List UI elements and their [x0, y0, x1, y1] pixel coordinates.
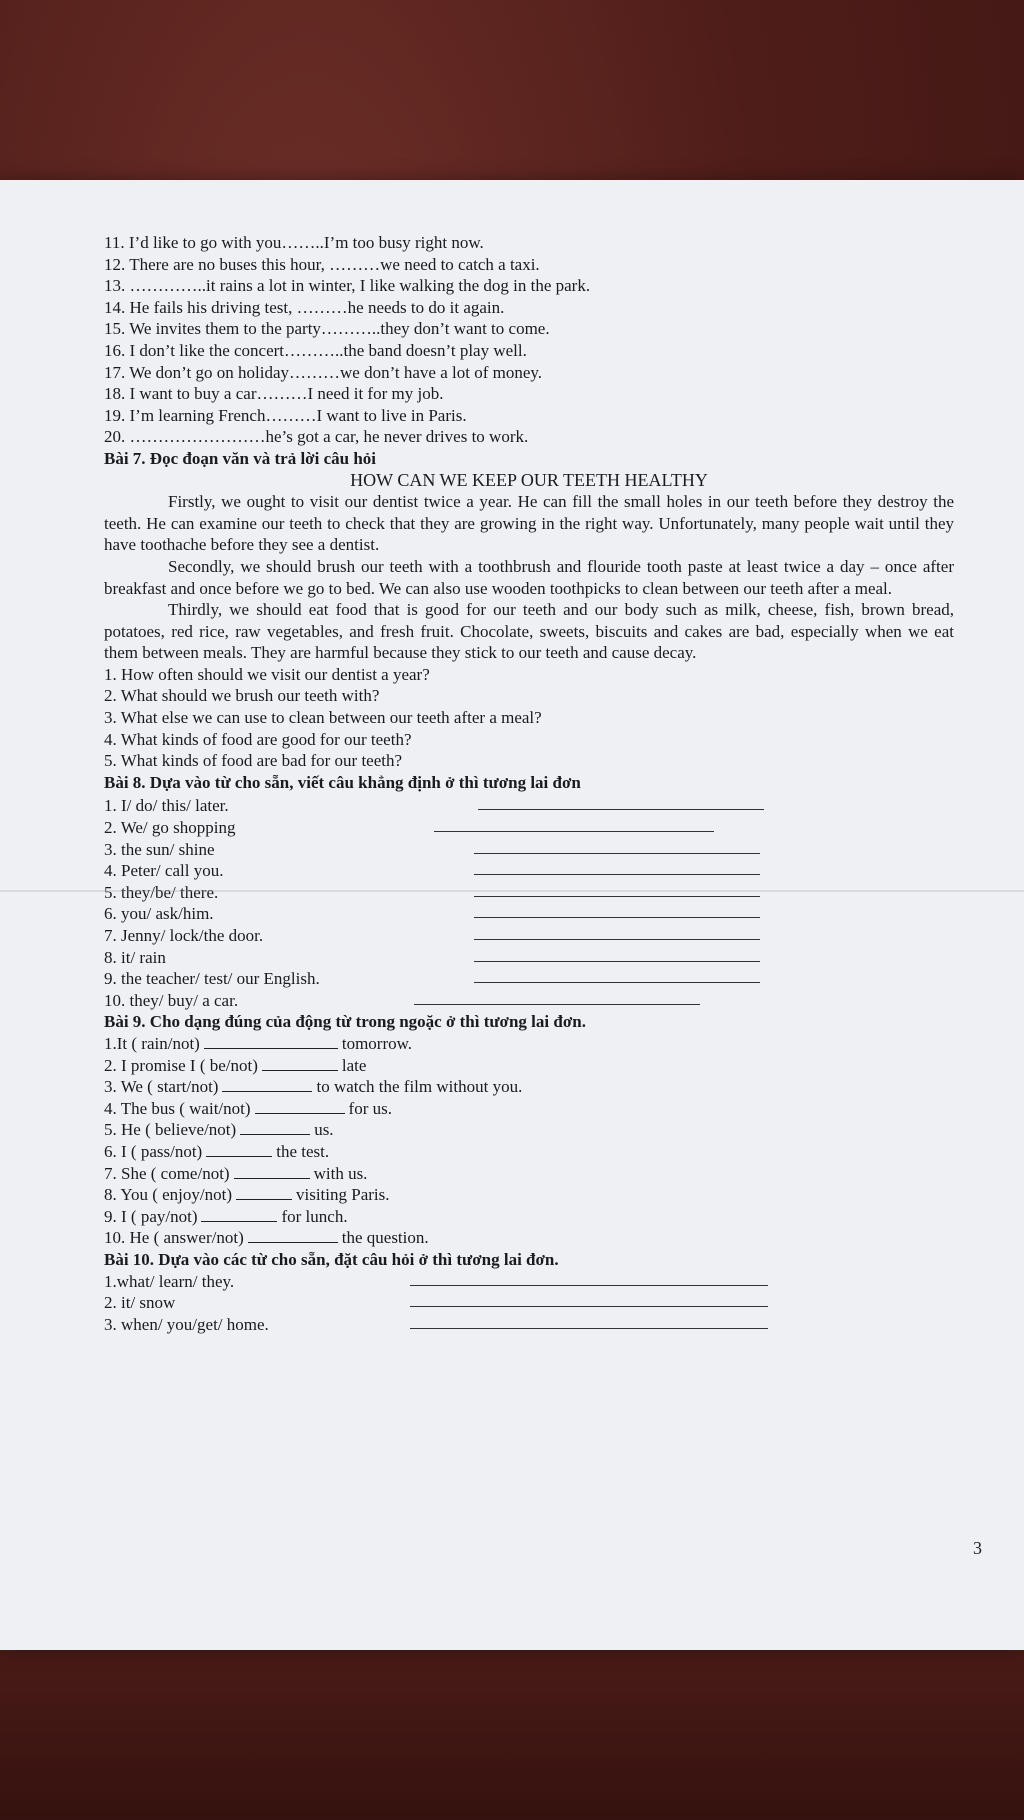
exercise-9	[104, 1011, 954, 1249]
exercise-item	[104, 1119, 954, 1141]
exercise-item	[104, 1033, 954, 1055]
answer-blank[interactable]	[474, 947, 760, 962]
exercise-item: 15. We invites them to the party………..they don’t want to come.	[104, 319, 550, 339]
exercise-item	[104, 1227, 954, 1249]
exercise-item: 12. There are no buses this hour, ………we need to catch a taxi.	[104, 254, 540, 274]
exercise-item	[104, 925, 760, 947]
answer-blank[interactable]	[206, 1142, 272, 1157]
answer-blank[interactable]	[474, 860, 760, 875]
item-text: for lunch.	[281, 1206, 348, 1226]
answer-blank[interactable]	[201, 1207, 277, 1222]
answer-blank[interactable]	[410, 1292, 768, 1307]
item-text: the test.	[276, 1141, 330, 1161]
item-text: with us.	[313, 1163, 368, 1183]
answer-blank[interactable]	[410, 1271, 768, 1286]
page-number: 3	[973, 1538, 982, 1558]
answer-blank[interactable]	[474, 882, 760, 897]
exercise-item: 18. I want to buy a car………I need it for my job.	[104, 384, 444, 404]
exercise-item: 13. …………..it rains a lot in winter, I like walking the dog in the park.	[104, 276, 591, 296]
exercise-item: 20. ……………………he’s got a car, he never drives to work.	[104, 427, 529, 447]
reading-paragraph: Secondly, we should brush our teeth with a toothbrush and flouride tooth paste at least twice a day – once after breakfast and once before we go to bed. We can also use wooden toothpicks to clean between our teeth after a meal.	[104, 556, 954, 598]
exercise-item	[104, 1098, 954, 1120]
exercise-item	[104, 1141, 954, 1163]
answer-blank[interactable]	[434, 817, 714, 832]
item-text: 2. it/ snow	[104, 1293, 176, 1313]
answer-blank[interactable]	[478, 795, 764, 810]
item-text: 10. He ( answer/not)	[104, 1228, 244, 1248]
answer-blank[interactable]	[474, 925, 760, 940]
item-text: 9. I ( pay/not)	[104, 1206, 198, 1226]
exercise-item: 16. I don’t like the concert………..the band doesn’t play well.	[104, 340, 527, 360]
exercise-item	[104, 990, 700, 1012]
reading-title: HOW CAN WE KEEP OUR TEETH HEALTHY	[350, 469, 708, 490]
exercise-item	[104, 947, 760, 969]
answer-blank[interactable]	[240, 1120, 310, 1135]
item-text: tomorrow.	[341, 1033, 413, 1053]
answer-blank[interactable]	[255, 1099, 345, 1114]
exercise-heading: Bài 10. Dựa vào các từ cho sẵn, đặt câu hỏi ở thì tương lai đơn.	[104, 1249, 559, 1269]
item-text: 7. She ( come/not)	[104, 1163, 230, 1183]
answer-blank[interactable]	[474, 839, 760, 854]
exercise-fill-connectors	[104, 232, 954, 448]
item-text: 2. We/ go shopping	[104, 818, 236, 838]
exercise-item	[104, 1314, 768, 1336]
answer-blank[interactable]	[204, 1034, 338, 1049]
question-item: 3. What else we can use to clean between our teeth after a meal?	[104, 708, 542, 728]
exercise-item	[104, 1206, 954, 1228]
question-item: 2. What should we brush our teeth with?	[104, 686, 380, 706]
exercise-item: 17. We don’t go on holiday………we don’t have a lot of money.	[104, 362, 543, 382]
exercise-item	[104, 839, 760, 861]
exercise-10	[104, 1249, 954, 1335]
answer-blank[interactable]	[474, 903, 760, 918]
item-text: 1. I/ do/ this/ later.	[104, 796, 229, 816]
item-text: 5. He ( believe/not)	[104, 1120, 237, 1140]
item-text: 5. they/be/ there.	[104, 882, 219, 902]
question-item: 5. What kinds of food are bad for our teeth?	[104, 751, 403, 771]
worksheet-content	[104, 232, 954, 1335]
item-text: 7. Jenny/ lock/the door.	[104, 926, 264, 945]
exercise-heading: Bài 8. Dựa vào từ cho sẵn, viết câu khẳng định ở thì tương lai đơn	[104, 772, 581, 792]
exercise-item	[104, 817, 714, 839]
item-text: 6. you/ ask/him.	[104, 904, 214, 924]
exercise-heading: Bài 7. Đọc đoạn văn và trả lời câu hỏi	[104, 448, 376, 468]
item-text: late	[341, 1055, 367, 1075]
item-text: 2. I promise I ( be/not)	[104, 1055, 258, 1075]
answer-blank[interactable]	[262, 1056, 338, 1071]
item-text: 4. Peter/ call you.	[104, 861, 224, 881]
exercise-item: 14. He fails his driving test, ………he needs to do it again.	[104, 297, 505, 317]
answer-blank[interactable]	[414, 990, 700, 1005]
exercise-item	[104, 1271, 768, 1293]
exercise-item	[104, 860, 760, 882]
item-text: the question.	[341, 1228, 429, 1248]
reading-paragraph: Thirdly, we should eat food that is good for our teeth and our body such as milk, cheese, fish, brown bread, potatoes, red rice, raw vegetables, and fresh fruit. Chocolate, sweets, biscuits and cakes are bad, especially when we eat them between meals. They are harmful because they stick to our teeth and cause decay.	[104, 600, 954, 663]
item-text: 6. I ( pass/not)	[104, 1141, 203, 1161]
exercise-item: 11. I’d like to go with you……..I’m too busy right now.	[104, 233, 484, 252]
item-text: 3. the sun/ shine	[104, 839, 215, 859]
exercise-item	[104, 1163, 954, 1185]
item-text: 10. they/ buy/ a car.	[104, 990, 239, 1010]
answer-blank[interactable]	[236, 1185, 292, 1200]
item-text: to watch the film without you.	[316, 1077, 523, 1097]
answer-blank[interactable]	[234, 1164, 310, 1179]
item-text: 3. We ( start/not)	[104, 1077, 219, 1097]
exercise-item	[104, 1184, 954, 1206]
exercise-item	[104, 903, 760, 925]
exercise-item	[104, 882, 760, 904]
item-text: 8. it/ rain	[104, 947, 166, 967]
answer-blank[interactable]	[410, 1314, 768, 1329]
exercise-item	[104, 1292, 768, 1314]
item-text: 9. the teacher/ test/ our English.	[104, 969, 320, 989]
item-text: 8. You ( enjoy/not)	[104, 1185, 232, 1205]
exercise-item	[104, 968, 760, 990]
table-surface	[0, 1650, 1024, 1820]
question-item: 1. How often should we visit our dentist a year?	[104, 664, 430, 684]
exercise-8	[104, 772, 954, 1012]
item-text: 1.It ( rain/not)	[104, 1033, 200, 1053]
item-text: 3. when/ you/get/ home.	[104, 1314, 269, 1334]
exercise-item	[104, 1076, 954, 1098]
reading-paragraph: Firstly, we ought to visit our dentist twice a year. He can fill the small holes in our teeth before they destroy the teeth. He can examine our teeth to check that they are growing in the right way. Unfortunately, many people wait until they have toothache before they see a dentist.	[104, 492, 954, 555]
item-text: for us.	[348, 1098, 392, 1118]
exercise-item: 19. I’m learning French………I want to live in Paris.	[104, 405, 467, 425]
item-text: 1.what/ learn/ they.	[104, 1271, 235, 1291]
answer-blank[interactable]	[474, 968, 760, 983]
reading-passage	[104, 491, 954, 664]
exercise-7	[104, 448, 954, 772]
worksheet-page	[0, 180, 1024, 1650]
item-text: 4. The bus ( wait/not)	[104, 1098, 251, 1118]
exercise-item	[104, 1055, 954, 1077]
answer-blank[interactable]	[248, 1228, 338, 1243]
answer-blank[interactable]	[222, 1077, 312, 1092]
exercise-item	[104, 795, 764, 817]
question-item: 4. What kinds of food are good for our teeth?	[104, 729, 412, 749]
item-text: us.	[314, 1120, 334, 1140]
item-text: visiting Paris.	[295, 1185, 390, 1205]
exercise-heading: Bài 9. Cho dạng đúng của động từ trong ngoặc ở thì tương lai đơn.	[104, 1012, 586, 1032]
